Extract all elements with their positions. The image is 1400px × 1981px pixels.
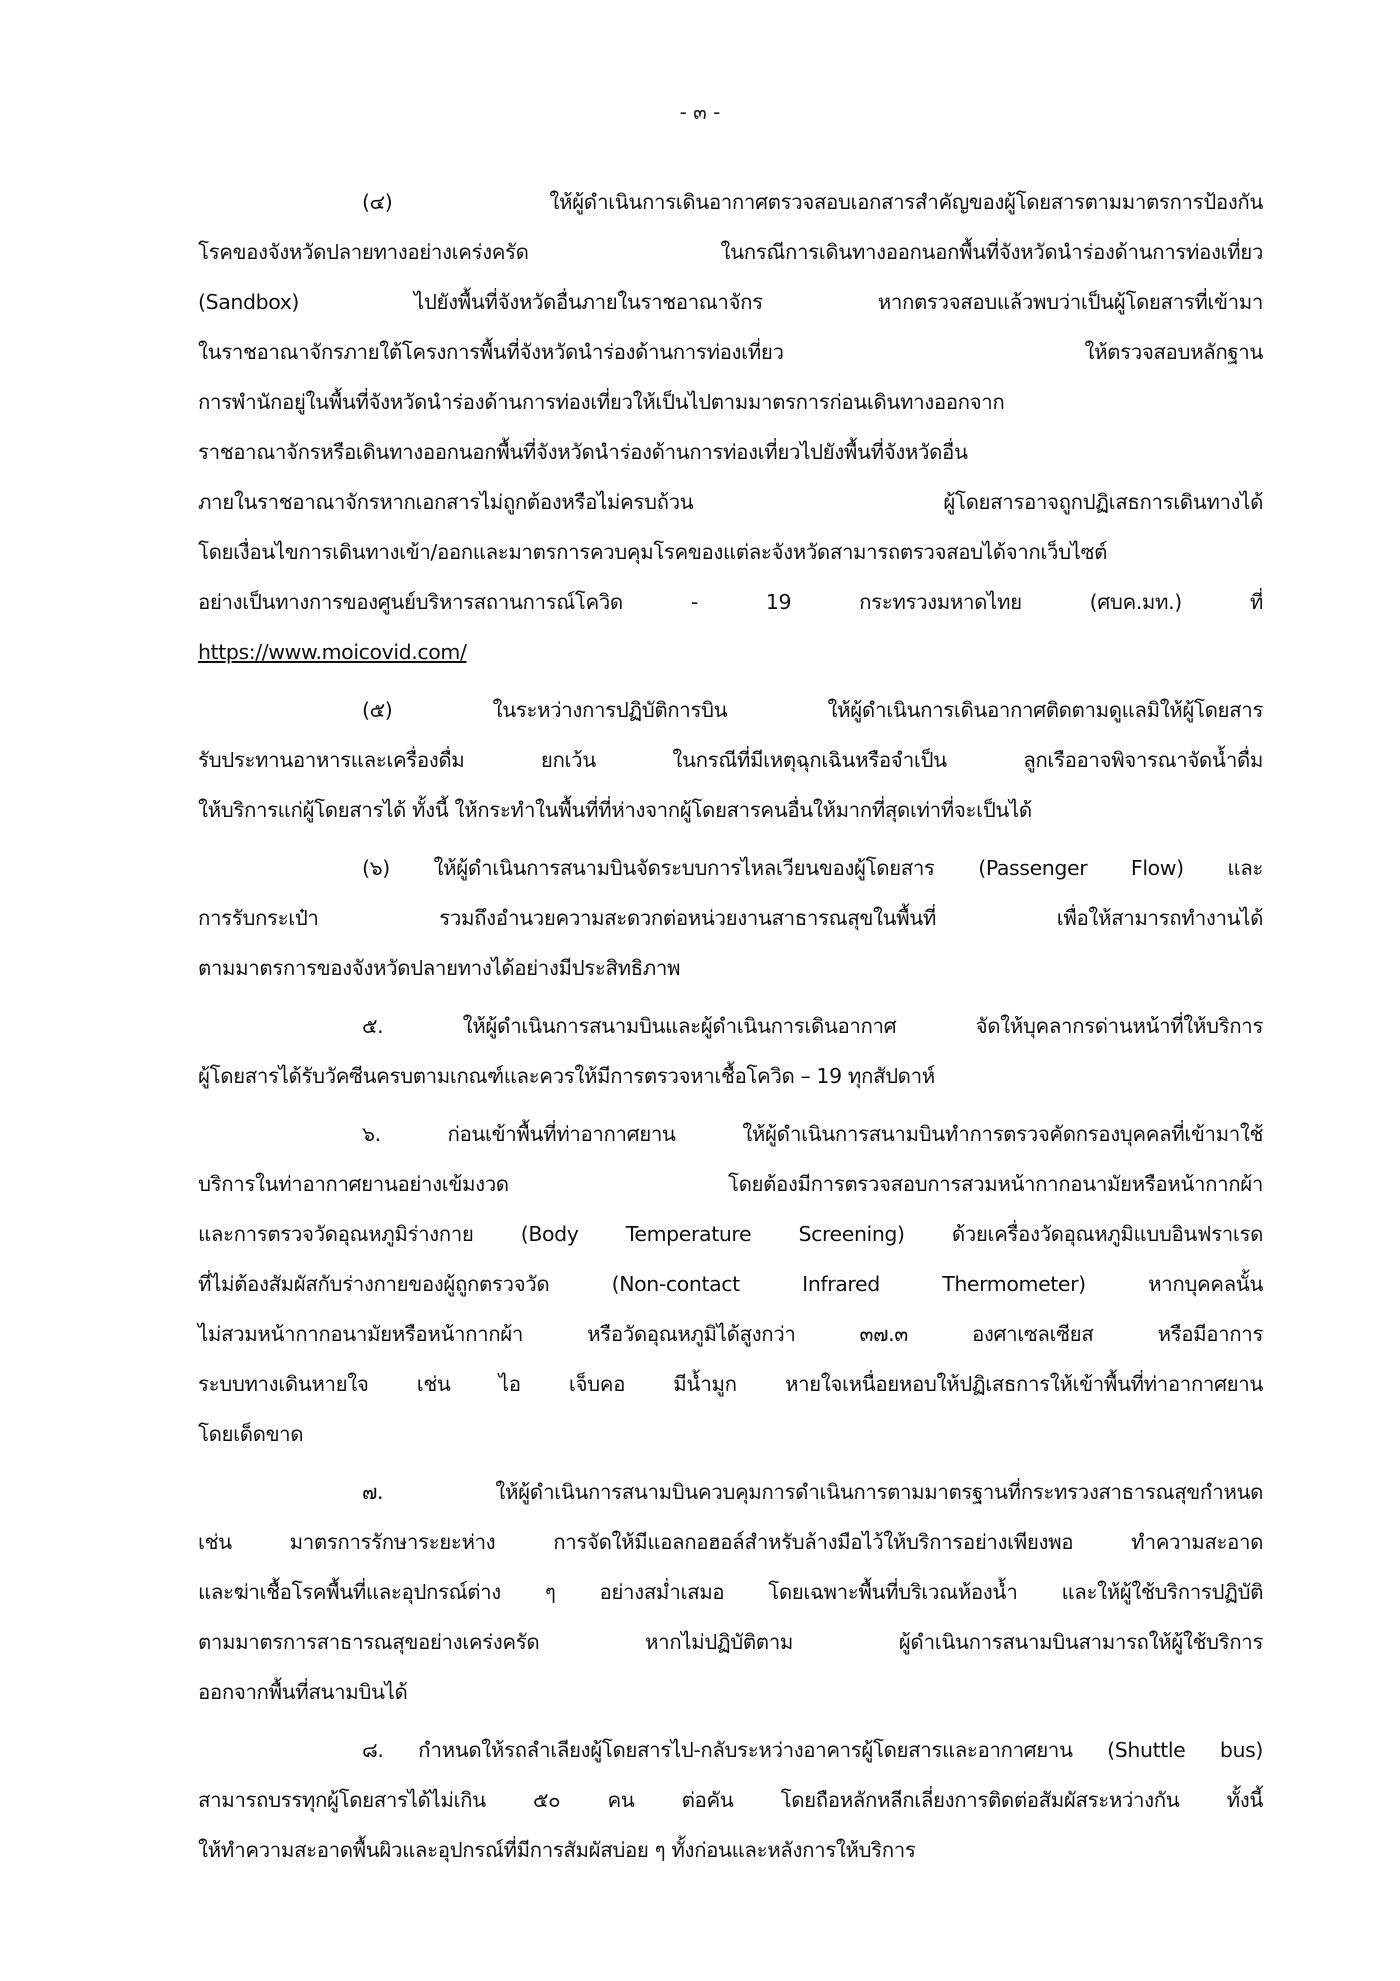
paragraph-line: สามารถบรรทุกผู้โดยสารได้ไม่เกิน ๕๐ คน ต่อคัน โดยถือหลักหลีกเลี่ยงการติดต่อสัมผัสระหว่างกัน ทั้งนี้ [198,1788,1263,1812]
paragraph-line: (๖) ให้ผู้ดำเนินการสนามบินจัดระบบการไหลเวียนของผู้โดยสาร (Passenger Flow) และ [362,856,1263,880]
paragraph-line: ผู้โดยสารได้รับวัคซีนครบตามเกณฑ์และควรให้มีการตรวจหาเชื้อโควิด – 19 ทุกสัปดาห์ [198,1064,935,1088]
paragraph-line: ออกจากพื้นที่สนามบินได้ [198,1680,408,1704]
paragraph-line: ๘. กำหนดให้รถลำเลียงผู้โดยสารไป-กลับระหว่างอาคารผู้โดยสารและอากาศยาน (Shuttle bus) [362,1738,1263,1762]
paragraph-line: ๕. ให้ผู้ดำเนินการสนามบินและผู้ดำเนินการเดินอากาศ จัดให้บุคลากรด่านหน้าที่ให้บริการ [362,1014,1263,1038]
paragraph-line: ให้ทำความสะอาดพื้นผิวและอุปกรณ์ที่มีการสัมผัสบ่อย ๆ ทั้งก่อนและหลังการให้บริการ [198,1838,916,1862]
paragraph-line: บริการในท่าอากาศยานอย่างเข้มงวด โดยต้องมีการตรวจสอบการสวมหน้ากากอนามัยหรือหน้ากากผ้า [198,1172,1263,1196]
paragraph-line: อย่างเป็นทางการของศูนย์บริหารสถานการณ์โควิด - 19 กระทรวงมหาดไทย (ศบค.มท.) ที่ [198,590,1263,614]
paragraph-line: ระบบทางเดินหายใจ เช่น ไอ เจ็บคอ มีน้ำมูก หายใจเหนื่อยหอบให้ปฏิเสธการให้เข้าพื้นที่ท่าอากาศยาน [198,1372,1263,1396]
paragraph-line: ภายในราชอาณาจักรหากเอกสารไม่ถูกต้องหรือไม่ครบถ้วน ผู้โดยสารอาจถูกปฏิเสธการเดินทางได้ [198,490,1263,514]
paragraph-line: ที่ไม่ต้องสัมผัสกับร่างกายของผู้ถูกตรวจวัด (Non-contact Infrared Thermometer) หากบุคคลนั้น [198,1272,1263,1296]
paragraph-line: ตามมาตรการสาธารณสุขอย่างเคร่งครัด หากไม่ปฏิบัติตาม ผู้ดำเนินการสนามบินสามารถให้ผู้ใช้บริการ [198,1630,1263,1654]
paragraph-line: รับประทานอาหารและเครื่องดื่ม ยกเว้น ในกรณีที่มีเหตุฉุกเฉินหรือจำเป็น ลูกเรืออาจพิจารณาจัดน้ำดื่ม [198,748,1263,772]
paragraph-line: ให้บริการแก่ผู้โดยสารได้ ทั้งนี้ ให้กระทำในพื้นที่ที่ห่างจากผู้โดยสารคนอื่นให้มากที่สุดเท่าที่จะเป็นได้ [198,798,1032,822]
paragraph-line: ตามมาตรการของจังหวัดปลายทางได้อย่างมีประสิทธิภาพ [198,956,681,980]
paragraph-line: โดยเงื่อนไขการเดินทางเข้า/ออกและมาตรการควบคุมโรคของแต่ละจังหวัดสามารถตรวจสอบได้จากเว็บไซต์ [198,540,1108,564]
paragraph-line: (Sandbox) ไปยังพื้นที่จังหวัดอื่นภายในราชอาณาจักร หากตรวจสอบแล้วพบว่าเป็นผู้โดยสารที่เข้ามา [198,290,1263,314]
page-number: - ๓ - [679,100,721,124]
paragraph-line: ราชอาณาจักรหรือเดินทางออกนอกพื้นที่จังหวัดนำร่องด้านการท่องเที่ยวไปยังพื้นที่จังหวัดอื่น [198,440,968,464]
paragraph-line: และฆ่าเชื้อโรคพื้นที่และอุปกรณ์ต่าง ๆ อย่างสม่ำเสมอ โดยเฉพาะพื้นที่บริเวณห้องน้ำ และให้ผู้ใช้บริการปฏิบัติ [198,1580,1263,1604]
paragraph-line: โดยเด็ดขาด [198,1422,304,1446]
paragraph-line: ๗. ให้ผู้ดำเนินการสนามบินควบคุมการดำเนินการตามมาตรฐานที่กระทรวงสาธารณสุขกำหนด [362,1480,1263,1504]
paragraph-line: ในราชอาณาจักรภายใต้โครงการพื้นที่จังหวัดนำร่องด้านการท่องเที่ยว ให้ตรวจสอบหลักฐาน [198,340,1263,364]
paragraph-line: (๔) ให้ผู้ดำเนินการเดินอากาศตรวจสอบเอกสารสำคัญของผู้โดยสารตามมาตรการป้องกัน [362,190,1263,214]
paragraph-line: ไม่สวมหน้ากากอนามัยหรือหน้ากากผ้า หรือวัดอุณหภูมิได้สูงกว่า ๓๗.๓ องศาเซลเซียส หรือมีอาการ [198,1322,1263,1346]
paragraph-line: (๕) ในระหว่างการปฏิบัติการบิน ให้ผู้ดำเนินการเดินอากาศติดตามดูแลมิให้ผู้โดยสาร [362,698,1263,722]
paragraph-line: และการตรวจวัดอุณหภูมิร่างกาย (Body Temperature Screening) ด้วยเครื่องวัดอุณหภูมิแบบอินฟราเรด [198,1222,1263,1246]
paragraph-line: ๖. ก่อนเข้าพื้นที่ท่าอากาศยาน ให้ผู้ดำเนินการสนามบินทำการตรวจคัดกรองบุคคลที่เข้ามาใช้ [362,1122,1263,1146]
paragraph-line: การรับกระเป๋า รวมถึงอำนวยความสะดวกต่อหน่วยงานสาธารณสุขในพื้นที่ เพื่อให้สามารถทำงานได้ [198,906,1263,930]
moicovid-url-link[interactable]: https://www.moicovid.com/ [198,640,467,664]
paragraph-line: เช่น มาตรการรักษาระยะห่าง การจัดให้มีแอลกอฮอล์สำหรับล้างมือไว้ให้บริการอย่างเพียงพอ ทำความสะอาด [198,1530,1263,1554]
paragraph-line: โรคของจังหวัดปลายทางอย่างเคร่งครัด ในกรณีการเดินทางออกนอกพื้นที่จังหวัดนำร่องด้านการท่องเที่ยว [198,240,1263,264]
paragraph-line: การพำนักอยู่ในพื้นที่จังหวัดนำร่องด้านการท่องเที่ยวให้เป็นไปตามมาตรการก่อนเดินทางออกจาก [198,390,1005,414]
